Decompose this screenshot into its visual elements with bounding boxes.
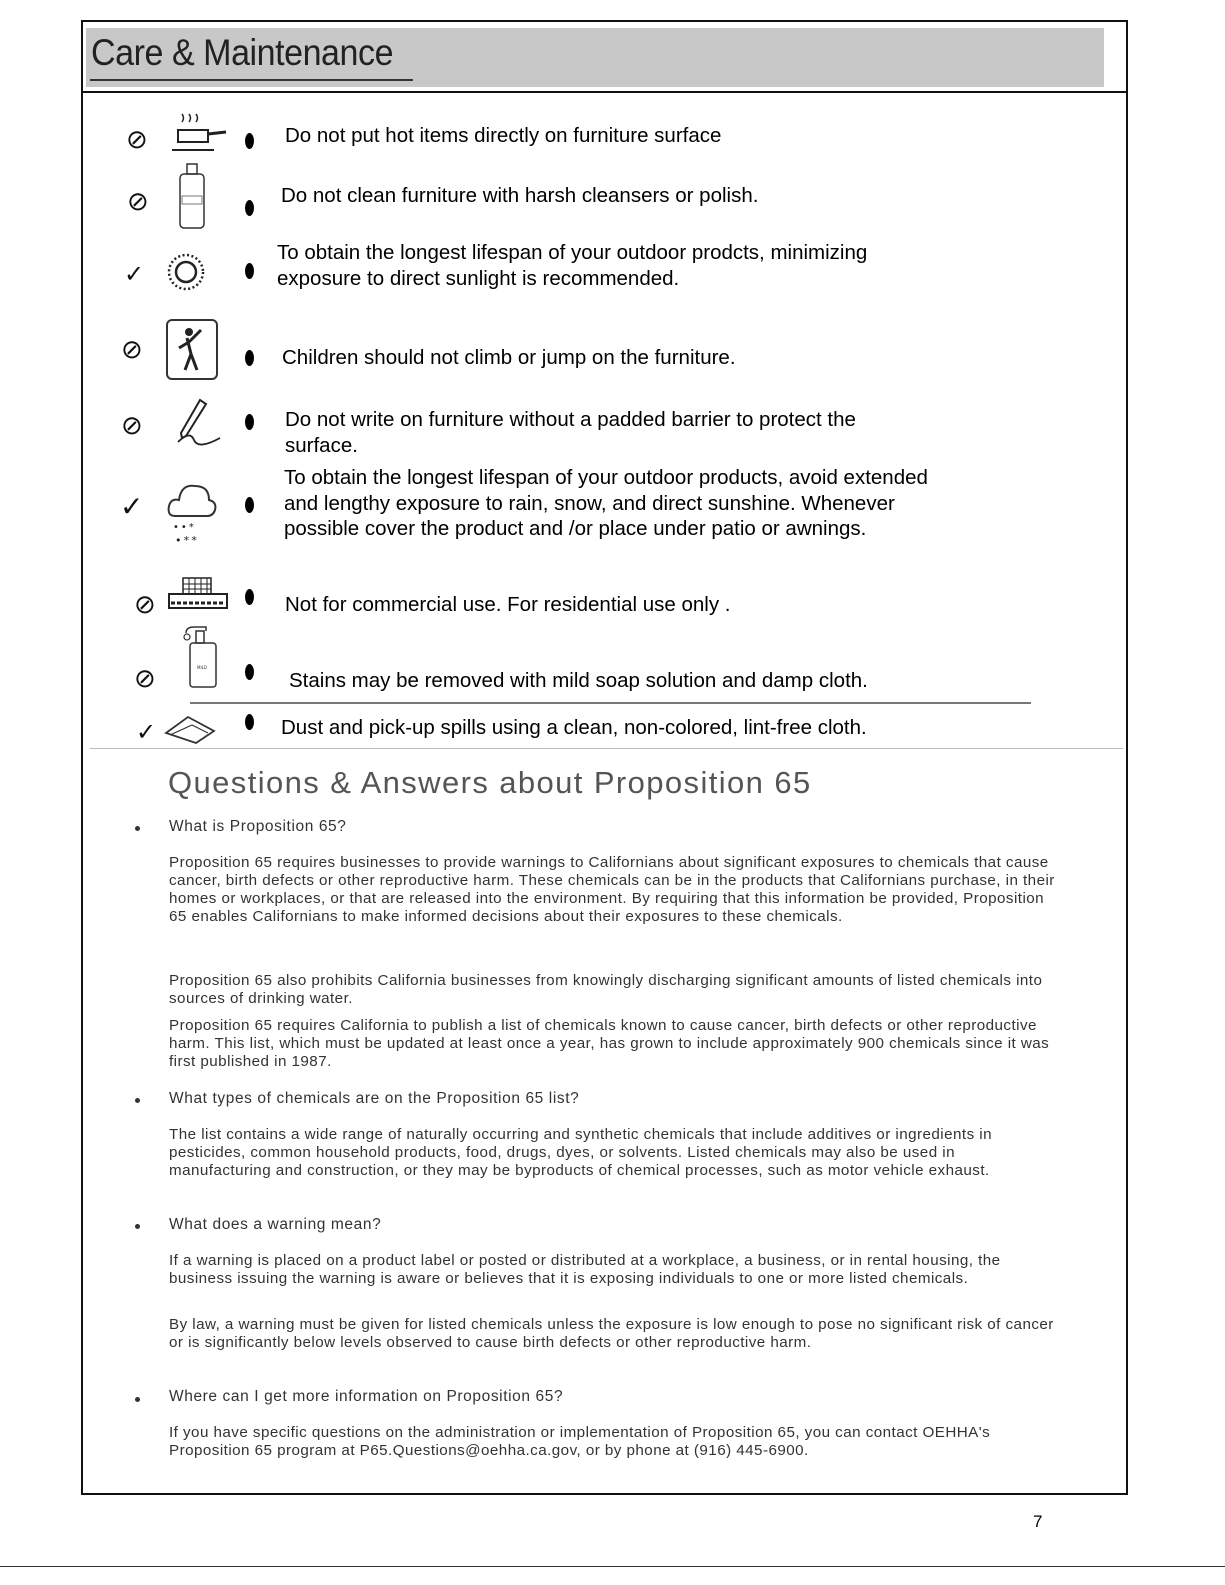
pen-icon (172, 398, 224, 446)
bullet (245, 350, 254, 366)
prohibited-icon: ⊘ (126, 124, 148, 154)
care-text: Stains may be removed with mild soap solution and damp cloth. (289, 669, 868, 692)
bullet (245, 714, 254, 730)
svg-text:• * *: • * * (175, 534, 197, 547)
prohibited-icon: ⊘ (121, 334, 143, 364)
bottom-divider (0, 1566, 1225, 1567)
care-text: Dust and pick-up spills using a clean, non-colored, lint-free cloth. (281, 716, 867, 739)
question: What does a warning mean? (169, 1216, 382, 1233)
bullet (135, 1397, 140, 1402)
question: What is Proposition 65? (169, 818, 347, 835)
bullet (245, 200, 254, 216)
prohibited-icon: ⊘ (134, 589, 156, 619)
question: Where can I get more information on Proposition 65? (169, 1388, 564, 1405)
section-divider (90, 748, 1123, 749)
qa-title: Questions & Answers about Proposition 65 (168, 765, 812, 800)
commercial-building-icon (167, 575, 229, 613)
page-number: 7 (1033, 1512, 1043, 1531)
check-icon: ✓ (124, 261, 145, 288)
cloth-icon (162, 713, 218, 747)
bullet (245, 589, 254, 605)
care-text: Do not put hot items directly on furniture surface (285, 124, 722, 147)
sun-icon (164, 251, 208, 293)
care-text: To obtain the longest lifespan of your outdoor products, avoid extended and lengthy exposure to rain, snow, and direct sunshine. Whenever possible cover the product and /or place under patio or awnings. (284, 466, 928, 540)
svg-text:MILD: MILD (197, 665, 207, 670)
bullet (135, 1098, 140, 1103)
bullet (245, 133, 254, 149)
bullet (135, 1224, 140, 1229)
soap-dispenser-icon (180, 625, 220, 691)
title-underline (90, 79, 413, 81)
answer-paragraph: If a warning is placed on a product label or posted or distributed at a workplace, a business, or in rental housing, the business issuing the warning is aware or believes that it is exposing individuals to one or more listed chemicals. (169, 1252, 1001, 1287)
check-icon: ✓ (120, 491, 144, 522)
care-text: Children should not climb or jump on the furniture. (282, 346, 736, 369)
care-text: Not for commercial use. For residential use only . (285, 593, 731, 616)
answer-paragraph: Proposition 65 also prohibits California businesses from knowingly discharging significant amounts of listed chemicals into sources of drinking water. (169, 972, 1043, 1007)
answer-paragraph: The list contains a wide range of naturally occurring and synthetic chemicals that include additives or ingredients in pesticides, common household products, food, drugs, dyes, or solvents. Listed chemicals may also be used in manufacturing and construction, or they may be byproducts of chemical processes, such as motor vehicle exhaust. (169, 1126, 993, 1179)
care-text: To obtain the longest lifespan of your outdoor prodcts, minimizing exposure to direct sunlight is recommended. (277, 241, 868, 290)
answer-paragraph: If you have specific questions on the administration or implementation of Proposition 65, you can contact OEHHA's Proposition 65 program at P65.Questions@oehha.ca.gov, or by phone at (916) 445-6900. (169, 1424, 991, 1459)
prohibited-icon: ⊘ (134, 663, 156, 693)
bullet (245, 664, 254, 680)
answer-paragraph: By law, a warning must be given for listed chemicals unless the exposure is low enough to pose no significant risk of cancer or is significantly below levels observed to cause birth defects or other reproductive harm. (169, 1316, 1054, 1351)
question: What types of chemicals are on the Proposition 65 list? (169, 1090, 580, 1107)
header-divider (82, 91, 1128, 93)
bullet (135, 826, 140, 831)
care-text: Do not clean furniture with harsh cleansers or polish. (281, 184, 759, 207)
page-title: Care & Maintenance (91, 32, 394, 73)
divider (190, 702, 1031, 704)
bullet (245, 263, 254, 279)
answer-paragraph: Proposition 65 requires businesses to provide warnings to Californians about significant exposures to chemicals that cause cancer, birth defects or other reproductive harm. These chemicals can be in the products that Californians purchase, in their homes or workplaces, or that are released into the environment. By requiring that this information be provided, Proposition 65 enables Californians to make informed decisions about their exposures to these chemicals. (169, 854, 1055, 925)
hot-pan-icon (168, 110, 230, 155)
prohibited-icon: ⊘ (121, 410, 143, 440)
rain-snow-cloud-icon (165, 478, 219, 550)
check-icon: ✓ (136, 719, 157, 746)
cleanser-bottle-icon (176, 162, 210, 232)
care-text: Do not write on furniture without a padded barrier to protect the surface. (285, 408, 856, 457)
bullet (245, 497, 254, 513)
answer-paragraph: Proposition 65 requires California to publish a list of chemicals known to cause cancer, birth defects or other reproductive harm. This list, which must be updated at least once a year, has grown to include approximately 900 chemicals since it was first published in 1987. (169, 1017, 1050, 1070)
bullet (245, 414, 254, 430)
climbing-child-icon (165, 318, 219, 382)
prohibited-icon: ⊘ (127, 186, 149, 216)
svg-text:• • *: • • * (173, 522, 194, 533)
